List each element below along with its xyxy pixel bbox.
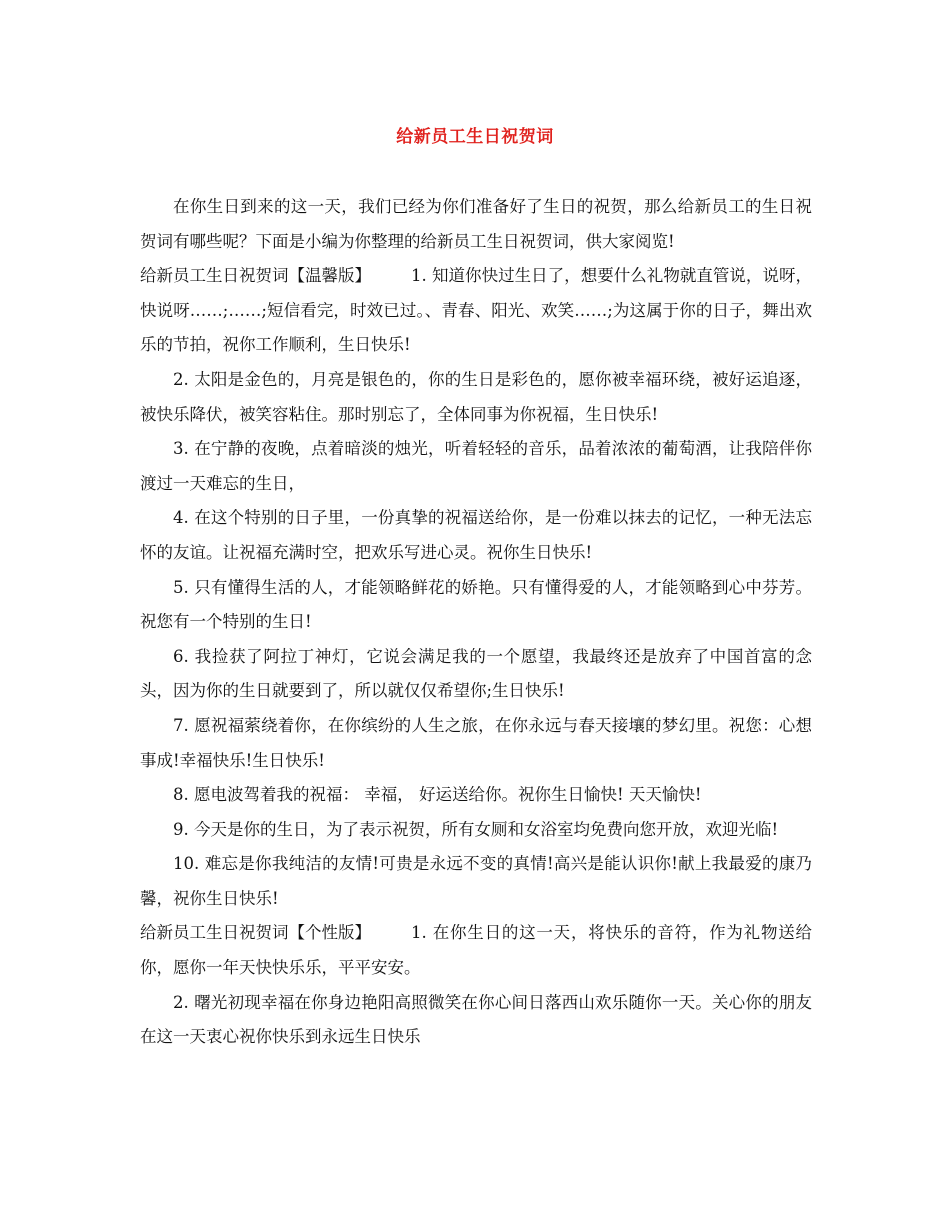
wish-item: 4. 在这个特别的日子里，一份真挚的祝福送给你，是一份难以抹去的记忆，一种无法忘怀的友谊。让祝福充满时空，把欢乐写进心灵。祝你生日快乐! xyxy=(140,508,812,562)
wish-item: 3. 在宁静的夜晚，点着暗淡的烛光，听着轻轻的音乐，品着浓浓的葡萄酒，让我陪伴你渡过一天难忘的生日， xyxy=(140,439,812,493)
section-heading-warm: 给新员工生日祝贺词【温馨版】 xyxy=(140,266,371,286)
section-personal xyxy=(140,916,812,985)
wish-item: 10. 难忘是你我纯洁的友情!可贵是永远不变的真情!高兴是能认识你!献上我最爱的康乃馨，祝你生日快乐! xyxy=(140,854,812,908)
wish-item: 5. 只有懂得生活的人，才能领略鲜花的娇艳。只有懂得爱的人，才能领略到心中芬芳。祝您有一个特别的生日! xyxy=(140,577,812,632)
intro-paragraph: 在你生日到来的这一天，我们已经为你们准备好了生日的祝贺，那么给新员工的生日祝贺词有哪些呢？下面是小编为你整理的给新员工生日祝贺词，供大家阅览! xyxy=(140,197,812,251)
document-body xyxy=(140,190,812,1055)
document-title: 给新员工生日祝贺词 xyxy=(396,127,554,147)
wish-item: 6. 我捡获了阿拉丁神灯，它说会满足我的一个愿望，我最终还是放弃了中国首富的念头，因为你的生日就要到了，所以就仅仅希望你;生日快乐! xyxy=(140,646,812,701)
wish-item-personal-1: 1. 在你生日的这一天，将快乐的音符，作为礼物送给你，愿你一年天快快乐乐，平平安安。 xyxy=(140,923,812,978)
wish-item-1: 1. 知道你快过生日了，想要什么礼物就直管说，说呀，快说呀……;……;短信看完，时效已过。、青春、阳光、欢笑……;为这属于你的日子，舞出欢乐的节拍，祝你工作顺利，生日快乐! xyxy=(140,266,812,355)
wish-item: 2. 曙光初现幸福在你身边艳阳高照微笑在你心间日落西山欢乐随你一天。关心你的朋友在这一天衷心祝你快乐到永远生日快乐 xyxy=(140,992,812,1047)
section-heading-personal: 给新员工生日祝贺词【个性版】 xyxy=(140,923,371,943)
wish-item: 7. 愿祝福萦绕着你，在你缤纷的人生之旅，在你永远与春天接壤的梦幻里。祝您：心想事成!幸福快乐!生日快乐! xyxy=(140,715,812,770)
wish-item: 9. 今天是你的生日，为了表示祝贺，所有女厕和女浴室均免费向您开放，欢迎光临! xyxy=(173,819,779,839)
wish-item: 8. 愿电波驾着我的祝福： 幸福， 好运送给你。祝你生日愉快! 天天愉快! xyxy=(173,785,702,805)
wish-item: 2. 太阳是金色的，月亮是银色的，你的生日是彩色的，愿你被幸福环绕，被好运追逐，被快乐降伏，被笑容粘住。那时别忘了，全体同事为你祝福，生日快乐! xyxy=(140,369,812,424)
section-warm xyxy=(140,259,812,363)
